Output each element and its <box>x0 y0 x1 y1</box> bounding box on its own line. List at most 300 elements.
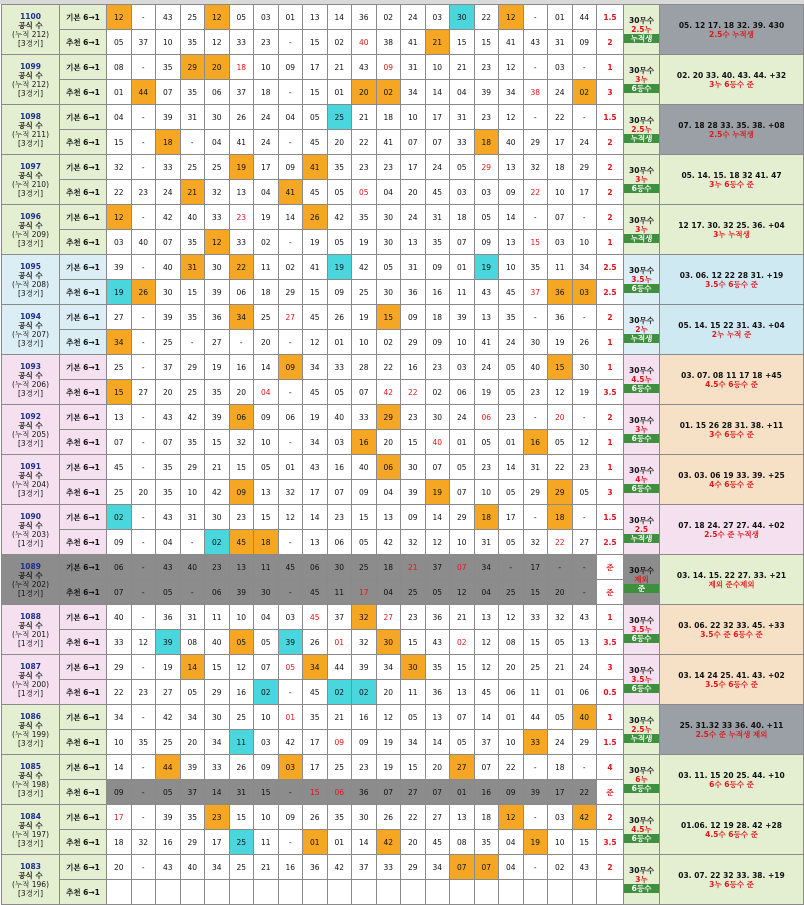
row-label[interactable]: 기본 6→1 <box>60 305 107 330</box>
result-summary[interactable] <box>660 255 804 305</box>
number-cell[interactable]: 22 <box>107 180 132 205</box>
number-cell[interactable]: - <box>523 5 548 30</box>
number-cell[interactable]: 13 <box>450 805 475 830</box>
hit-count[interactable]: 2.5 <box>597 530 624 555</box>
number-cell[interactable]: 34 <box>303 655 328 680</box>
number-cell[interactable]: 23 <box>131 680 156 705</box>
number-cell[interactable]: - <box>278 130 303 155</box>
status-tag[interactable] <box>624 355 660 405</box>
number-cell[interactable]: 17 <box>303 480 328 505</box>
number-cell[interactable]: - <box>523 755 548 780</box>
number-cell[interactable]: 16 <box>352 430 377 455</box>
number-cell[interactable]: 05 <box>425 580 450 605</box>
number-cell[interactable]: 04 <box>107 105 132 130</box>
number-cell[interactable]: 33 <box>327 355 352 380</box>
number-cell[interactable]: 34 <box>303 355 328 380</box>
number-cell[interactable]: 07 <box>425 455 450 480</box>
number-cell[interactable]: - <box>131 55 156 80</box>
number-cell[interactable]: 45 <box>303 380 328 405</box>
number-cell[interactable]: 27 <box>425 805 450 830</box>
number-cell[interactable]: - <box>278 80 303 105</box>
number-cell[interactable]: 13 <box>474 305 499 330</box>
round-cell[interactable] <box>2 655 60 705</box>
number-cell[interactable]: - <box>572 305 597 330</box>
number-cell[interactable]: 25 <box>180 380 205 405</box>
number-cell[interactable]: 33 <box>205 205 230 230</box>
number-cell[interactable]: 10 <box>425 55 450 80</box>
number-cell[interactable]: 01 <box>450 780 475 805</box>
number-cell[interactable]: 35 <box>180 30 205 55</box>
number-cell[interactable]: 37 <box>131 30 156 55</box>
number-cell[interactable]: 22 <box>572 780 597 805</box>
number-cell[interactable]: 45 <box>499 280 524 305</box>
number-cell[interactable]: 45 <box>107 455 132 480</box>
number-cell[interactable]: 05 <box>548 630 573 655</box>
number-cell[interactable]: 23 <box>352 755 377 780</box>
number-cell[interactable]: 30 <box>401 655 426 680</box>
number-cell[interactable]: 05 <box>352 180 377 205</box>
number-cell[interactable]: 05 <box>474 205 499 230</box>
number-cell[interactable]: 45 <box>229 530 254 555</box>
number-cell[interactable]: 31 <box>180 605 205 630</box>
number-cell[interactable]: 18 <box>474 505 499 530</box>
number-cell[interactable]: 07 <box>450 480 475 505</box>
number-cell[interactable]: - <box>131 255 156 280</box>
number-cell[interactable]: 12 <box>499 605 524 630</box>
number-cell[interactable]: - <box>180 580 205 605</box>
number-cell[interactable]: 15 <box>401 430 426 455</box>
number-cell[interactable]: 41 <box>303 255 328 280</box>
number-cell[interactable]: 24 <box>254 105 279 130</box>
number-cell[interactable]: 23 <box>499 405 524 430</box>
number-cell[interactable]: 19 <box>376 730 401 755</box>
number-cell[interactable]: 03 <box>425 5 450 30</box>
number-cell[interactable]: 33 <box>352 405 377 430</box>
number-cell[interactable]: 04 <box>278 105 303 130</box>
number-cell[interactable]: 23 <box>131 180 156 205</box>
number-cell[interactable]: 09 <box>278 55 303 80</box>
number-cell[interactable]: 01 <box>107 80 132 105</box>
number-cell[interactable]: 34 <box>474 555 499 580</box>
number-cell[interactable]: 26 <box>303 805 328 830</box>
number-cell[interactable]: 09 <box>572 30 597 55</box>
hit-count[interactable]: 1 <box>597 55 624 80</box>
number-cell[interactable]: 42 <box>376 530 401 555</box>
number-cell[interactable]: 07 <box>450 555 475 580</box>
number-cell[interactable]: 21 <box>327 705 352 730</box>
number-cell[interactable]: 06 <box>499 680 524 705</box>
number-cell[interactable]: 13 <box>303 530 328 555</box>
result-summary[interactable] <box>660 155 804 205</box>
number-cell[interactable]: 14 <box>303 505 328 530</box>
number-cell[interactable]: 18 <box>376 105 401 130</box>
number-cell[interactable]: 33 <box>450 130 475 155</box>
number-cell[interactable]: 26 <box>303 205 328 230</box>
number-cell[interactable] <box>131 880 156 905</box>
number-cell[interactable]: 15 <box>548 355 573 380</box>
number-cell[interactable]: 35 <box>156 480 181 505</box>
number-cell[interactable]: 45 <box>474 680 499 705</box>
status-tag[interactable] <box>624 5 660 55</box>
number-cell[interactable]: 29 <box>523 130 548 155</box>
number-cell[interactable]: 13 <box>401 230 426 255</box>
number-cell[interactable]: 35 <box>180 80 205 105</box>
hit-count[interactable]: 1 <box>597 330 624 355</box>
number-cell[interactable]: - <box>131 705 156 730</box>
number-cell[interactable]: 37 <box>474 730 499 755</box>
number-cell[interactable]: 25 <box>401 580 426 605</box>
number-cell[interactable]: - <box>180 330 205 355</box>
number-cell[interactable]: 43 <box>572 605 597 630</box>
number-cell[interactable]: 22 <box>401 380 426 405</box>
number-cell[interactable]: 34 <box>425 855 450 880</box>
hit-count[interactable]: 2 <box>597 805 624 830</box>
number-cell[interactable]: 25 <box>107 480 132 505</box>
number-cell[interactable]: 33 <box>229 30 254 55</box>
number-cell[interactable]: 40 <box>352 455 377 480</box>
number-cell[interactable]: 32 <box>131 830 156 855</box>
number-cell[interactable]: 02 <box>450 630 475 655</box>
number-cell[interactable]: 43 <box>156 405 181 430</box>
number-cell[interactable]: 45 <box>303 130 328 155</box>
number-cell[interactable]: - <box>180 530 205 555</box>
number-cell[interactable]: 17 <box>401 155 426 180</box>
number-cell[interactable]: 14 <box>278 205 303 230</box>
number-cell[interactable]: 07 <box>450 230 475 255</box>
number-cell[interactable]: 12 <box>474 630 499 655</box>
number-cell[interactable]: 19 <box>376 755 401 780</box>
number-cell[interactable]: 13 <box>229 180 254 205</box>
number-cell[interactable]: 22 <box>229 255 254 280</box>
number-cell[interactable]: 18 <box>156 130 181 155</box>
number-cell[interactable]: - <box>523 505 548 530</box>
number-cell[interactable]: 03 <box>548 805 573 830</box>
number-cell[interactable]: 03 <box>548 230 573 255</box>
number-cell[interactable]: 36 <box>425 680 450 705</box>
number-cell[interactable]: 09 <box>278 805 303 830</box>
number-cell[interactable]: 20 <box>401 830 426 855</box>
number-cell[interactable]: 24 <box>572 655 597 680</box>
number-cell[interactable]: 07 <box>401 130 426 155</box>
number-cell[interactable]: 23 <box>474 455 499 480</box>
number-cell[interactable]: 19 <box>229 155 254 180</box>
number-cell[interactable]: 29 <box>180 55 205 80</box>
number-cell[interactable]: 03 <box>450 180 475 205</box>
round-cell[interactable] <box>2 755 60 805</box>
number-cell[interactable]: 35 <box>156 55 181 80</box>
number-cell[interactable]: 42 <box>156 705 181 730</box>
number-cell[interactable]: 40 <box>425 430 450 455</box>
number-cell[interactable]: - <box>572 105 597 130</box>
number-cell[interactable]: 18 <box>474 130 499 155</box>
number-cell[interactable]: 40 <box>352 30 377 55</box>
number-cell[interactable]: 09 <box>474 230 499 255</box>
number-cell[interactable]: 05 <box>499 380 524 405</box>
number-cell[interactable]: 29 <box>523 480 548 505</box>
number-cell[interactable]: 36 <box>352 780 377 805</box>
number-cell[interactable]: - <box>131 755 156 780</box>
number-cell[interactable]: - <box>572 205 597 230</box>
number-cell[interactable]: 09 <box>278 355 303 380</box>
number-cell[interactable]: - <box>180 130 205 155</box>
number-cell[interactable]: 14 <box>205 780 230 805</box>
number-cell[interactable]: 15 <box>254 505 279 530</box>
status-tag[interactable] <box>624 855 660 905</box>
number-cell[interactable]: 39 <box>156 630 181 655</box>
number-cell[interactable]: 29 <box>180 455 205 480</box>
number-cell[interactable]: 12 <box>205 30 230 55</box>
number-cell[interactable]: 02 <box>376 5 401 30</box>
number-cell[interactable]: 25 <box>156 330 181 355</box>
number-cell[interactable]: 20 <box>205 55 230 80</box>
number-cell[interactable]: 43 <box>352 55 377 80</box>
number-cell[interactable]: - <box>278 580 303 605</box>
row-label[interactable]: 기본 6→1 <box>60 405 107 430</box>
number-cell[interactable]: - <box>572 555 597 580</box>
number-cell[interactable]: 18 <box>548 755 573 780</box>
number-cell[interactable]: 02 <box>327 30 352 55</box>
number-cell[interactable]: 07 <box>425 130 450 155</box>
number-cell[interactable]: 12 <box>303 330 328 355</box>
number-cell[interactable]: 21 <box>548 655 573 680</box>
number-cell[interactable]: 32 <box>205 180 230 205</box>
number-cell[interactable]: 01 <box>327 80 352 105</box>
number-cell[interactable]: 37 <box>523 280 548 305</box>
number-cell[interactable]: 12 <box>450 580 475 605</box>
number-cell[interactable]: 15 <box>303 780 328 805</box>
number-cell[interactable]: 33 <box>107 630 132 655</box>
number-cell[interactable]: 32 <box>548 605 573 630</box>
number-cell[interactable]: 25 <box>352 280 377 305</box>
number-cell[interactable]: 13 <box>425 705 450 730</box>
result-summary[interactable] <box>660 655 804 705</box>
number-cell[interactable]: 09 <box>107 530 132 555</box>
round-cell[interactable] <box>2 705 60 755</box>
number-cell[interactable]: 24 <box>474 355 499 380</box>
round-cell[interactable] <box>2 55 60 105</box>
number-cell[interactable]: 04 <box>205 130 230 155</box>
round-cell[interactable] <box>2 605 60 655</box>
number-cell[interactable]: 18 <box>254 280 279 305</box>
number-cell[interactable]: 39 <box>205 280 230 305</box>
number-cell[interactable]: 18 <box>450 205 475 230</box>
number-cell[interactable]: - <box>131 5 156 30</box>
number-cell[interactable]: 15 <box>229 805 254 830</box>
number-cell[interactable]: 31 <box>401 55 426 80</box>
hit-count[interactable]: 1.5 <box>597 505 624 530</box>
number-cell[interactable]: 18 <box>474 805 499 830</box>
number-cell[interactable]: 44 <box>572 5 597 30</box>
number-cell[interactable]: 30 <box>376 630 401 655</box>
number-cell[interactable]: - <box>131 580 156 605</box>
number-cell[interactable]: 34 <box>205 730 230 755</box>
number-cell[interactable]: 26 <box>131 280 156 305</box>
number-cell[interactable]: 04 <box>499 830 524 855</box>
number-cell[interactable]: 34 <box>572 255 597 280</box>
number-cell[interactable]: 13 <box>376 505 401 530</box>
number-cell[interactable]: 35 <box>425 655 450 680</box>
hit-count[interactable]: 0.5 <box>597 680 624 705</box>
number-cell[interactable]: 45 <box>303 580 328 605</box>
number-cell[interactable]: 04 <box>376 180 401 205</box>
number-cell[interactable]: 39 <box>156 805 181 830</box>
number-cell[interactable]: 20 <box>548 580 573 605</box>
number-cell[interactable]: 02 <box>327 680 352 705</box>
number-cell[interactable]: 29 <box>107 655 132 680</box>
number-cell[interactable]: 15 <box>523 580 548 605</box>
hit-count[interactable]: 2 <box>597 180 624 205</box>
number-cell[interactable]: 01 <box>327 630 352 655</box>
number-cell[interactable]: 04 <box>254 605 279 630</box>
number-cell[interactable]: 25 <box>254 305 279 330</box>
number-cell[interactable]: 19 <box>425 480 450 505</box>
number-cell[interactable]: 04 <box>376 580 401 605</box>
number-cell[interactable]: 24 <box>450 405 475 430</box>
number-cell[interactable]: 18 <box>254 80 279 105</box>
number-cell[interactable]: 27 <box>401 780 426 805</box>
number-cell[interactable]: 22 <box>376 355 401 380</box>
number-cell[interactable]: 15 <box>180 280 205 305</box>
number-cell[interactable]: 40 <box>327 405 352 430</box>
hit-count[interactable]: 3.5 <box>597 380 624 405</box>
number-cell[interactable]: 45 <box>303 180 328 205</box>
number-cell[interactable]: 07 <box>107 430 132 455</box>
number-cell[interactable]: 09 <box>499 780 524 805</box>
row-label[interactable]: 추천 6→1 <box>60 30 107 55</box>
number-cell[interactable]: 05 <box>107 30 132 55</box>
number-cell[interactable]: 13 <box>229 555 254 580</box>
number-cell[interactable]: 12 <box>229 655 254 680</box>
number-cell[interactable]: 10 <box>450 330 475 355</box>
number-cell[interactable]: 43 <box>425 630 450 655</box>
number-cell[interactable]: 02 <box>572 80 597 105</box>
number-cell[interactable]: 01 <box>278 5 303 30</box>
number-cell[interactable]: 05 <box>254 455 279 480</box>
number-cell[interactable]: 15 <box>450 30 475 55</box>
number-cell[interactable]: 39 <box>180 755 205 780</box>
number-cell[interactable]: 13 <box>474 605 499 630</box>
number-cell[interactable]: 30 <box>254 580 279 605</box>
number-cell[interactable] <box>156 880 181 905</box>
number-cell[interactable]: 11 <box>254 555 279 580</box>
hit-count[interactable]: 준 <box>597 555 624 580</box>
number-cell[interactable]: 08 <box>499 630 524 655</box>
number-cell[interactable]: 23 <box>474 105 499 130</box>
number-cell[interactable]: 41 <box>376 130 401 155</box>
number-cell[interactable]: 19 <box>548 330 573 355</box>
number-cell[interactable]: 40 <box>180 855 205 880</box>
number-cell[interactable]: 26 <box>327 305 352 330</box>
number-cell[interactable]: 03 <box>548 55 573 80</box>
number-cell[interactable]: 09 <box>352 480 377 505</box>
number-cell[interactable]: 03 <box>450 355 475 380</box>
number-cell[interactable]: 15 <box>376 305 401 330</box>
number-cell[interactable]: 05 <box>450 155 475 180</box>
number-cell[interactable]: 24 <box>499 330 524 355</box>
number-cell[interactable]: 15 <box>303 80 328 105</box>
number-cell[interactable]: 19 <box>572 380 597 405</box>
number-cell[interactable] <box>425 880 450 905</box>
hit-count[interactable]: 2 <box>597 855 624 880</box>
number-cell[interactable]: 09 <box>425 255 450 280</box>
hit-count[interactable]: 2 <box>597 205 624 230</box>
number-cell[interactable]: 11 <box>254 255 279 280</box>
number-cell[interactable]: 39 <box>401 480 426 505</box>
number-cell[interactable]: 01 <box>278 455 303 480</box>
number-cell[interactable]: 17 <box>303 730 328 755</box>
number-cell[interactable]: 37 <box>327 605 352 630</box>
number-cell[interactable]: 16 <box>401 355 426 380</box>
number-cell[interactable]: 04 <box>254 180 279 205</box>
number-cell[interactable]: 34 <box>107 705 132 730</box>
number-cell[interactable]: 45 <box>303 305 328 330</box>
number-cell[interactable]: 20 <box>401 180 426 205</box>
number-cell[interactable]: 13 <box>499 230 524 255</box>
row-label[interactable]: 추천 6→1 <box>60 280 107 305</box>
number-cell[interactable]: 43 <box>523 30 548 55</box>
number-cell[interactable]: 17 <box>523 555 548 580</box>
number-cell[interactable]: 02 <box>205 530 230 555</box>
number-cell[interactable] <box>107 880 132 905</box>
hit-count[interactable]: 2.5 <box>597 255 624 280</box>
number-cell[interactable]: 20 <box>327 130 352 155</box>
number-cell[interactable]: 31 <box>180 105 205 130</box>
hit-count[interactable]: 2 <box>597 155 624 180</box>
number-cell[interactable]: 37 <box>352 855 377 880</box>
number-cell[interactable]: 09 <box>401 505 426 530</box>
number-cell[interactable]: 20 <box>376 430 401 455</box>
number-cell[interactable]: - <box>131 605 156 630</box>
number-cell[interactable]: - <box>278 430 303 455</box>
number-cell[interactable]: 37 <box>425 555 450 580</box>
number-cell[interactable]: - <box>278 330 303 355</box>
hit-count[interactable]: 1 <box>597 605 624 630</box>
number-cell[interactable]: 15 <box>303 30 328 55</box>
row-label[interactable]: 기본 6→1 <box>60 355 107 380</box>
number-cell[interactable]: 39 <box>523 780 548 805</box>
number-cell[interactable]: 06 <box>474 405 499 430</box>
number-cell[interactable]: 21 <box>327 55 352 80</box>
number-cell[interactable]: 35 <box>523 255 548 280</box>
number-cell[interactable]: 06 <box>229 280 254 305</box>
number-cell[interactable]: 34 <box>376 655 401 680</box>
number-cell[interactable]: - <box>131 505 156 530</box>
number-cell[interactable]: 02 <box>376 330 401 355</box>
number-cell[interactable]: 05 <box>548 430 573 455</box>
round-cell[interactable] <box>2 255 60 305</box>
hit-count[interactable]: 1 <box>597 230 624 255</box>
number-cell[interactable]: 40 <box>523 355 548 380</box>
number-cell[interactable]: 22 <box>548 530 573 555</box>
round-cell[interactable] <box>2 355 60 405</box>
number-cell[interactable]: 06 <box>205 580 230 605</box>
number-cell[interactable]: - <box>131 530 156 555</box>
number-cell[interactable]: 31 <box>548 30 573 55</box>
number-cell[interactable]: 44 <box>131 80 156 105</box>
number-cell[interactable]: 05 <box>254 630 279 655</box>
number-cell[interactable]: 33 <box>523 730 548 755</box>
round-cell[interactable] <box>2 855 60 905</box>
round-cell[interactable] <box>2 105 60 155</box>
number-cell[interactable]: 41 <box>303 155 328 180</box>
number-cell[interactable]: - <box>523 855 548 880</box>
number-cell[interactable]: 27 <box>205 330 230 355</box>
number-cell[interactable]: 18 <box>425 305 450 330</box>
number-cell[interactable]: - <box>131 205 156 230</box>
number-cell[interactable]: 29 <box>548 480 573 505</box>
number-cell[interactable]: 10 <box>499 255 524 280</box>
number-cell[interactable]: 35 <box>131 730 156 755</box>
